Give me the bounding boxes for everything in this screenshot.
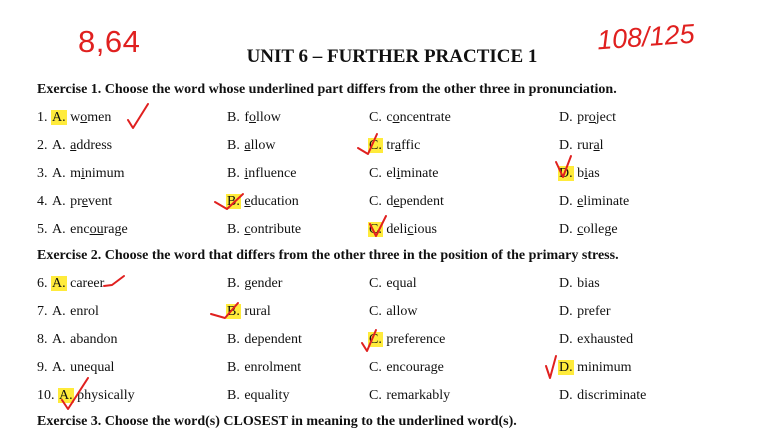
- answer-option: [558, 360, 632, 376]
- option-letter: D.: [559, 388, 573, 403]
- option-letter: D.: [559, 110, 573, 125]
- word-part: w: [70, 110, 81, 125]
- question-number: 1.: [37, 110, 48, 125]
- option-letter: D.: [559, 166, 573, 181]
- word-part: rage: [103, 222, 128, 237]
- question-number: 10.: [37, 388, 55, 403]
- option-word: unequal: [70, 360, 115, 375]
- question-number: 7.: [37, 304, 48, 319]
- option-word: rural: [244, 304, 271, 319]
- question-number: 5.: [37, 222, 48, 237]
- option-letter: D.: [559, 222, 573, 237]
- underlined-part: c: [577, 222, 584, 237]
- word-part: ducation: [250, 194, 299, 209]
- word-part: ddress: [76, 138, 113, 153]
- option-word: equal: [386, 276, 417, 291]
- option-letter: C.: [369, 388, 382, 403]
- page-title: UNIT 6 – FURTHER PRACTICE 1: [246, 46, 538, 67]
- answer-option: [558, 276, 600, 292]
- option-word: minimum: [577, 360, 632, 375]
- option-letter: A.: [52, 304, 66, 319]
- underlined-part: a: [244, 138, 251, 153]
- exercise-2-heading: Exercise 2. Choose the word that differs from the other three in the position of the primary stress.: [37, 248, 619, 263]
- answer-option: [558, 388, 646, 404]
- underlined-part: o: [80, 110, 88, 125]
- option-word: enrolment: [244, 360, 302, 375]
- answer-option: [226, 388, 289, 404]
- word-part: minate: [400, 166, 439, 181]
- answer-option: [226, 276, 282, 292]
- option-letter: D.: [559, 276, 573, 291]
- check-mark-icon: [104, 276, 124, 286]
- option-word: exhausted: [577, 332, 634, 347]
- word-part: pr: [70, 194, 82, 209]
- option-word: allow: [386, 304, 418, 319]
- answer-option: [37, 360, 114, 376]
- answer-option: [37, 166, 125, 182]
- option-word: abandon: [70, 332, 118, 347]
- exercise-1-heading: Exercise 1. Choose the word whose underlined part differs from the other three in pronunciation.: [37, 82, 617, 97]
- option-word: gender: [244, 276, 283, 291]
- word-part: c: [386, 110, 393, 125]
- word-part: llow: [256, 110, 281, 125]
- option-letter: B.: [227, 166, 240, 181]
- option-letter: A.: [59, 388, 73, 403]
- option-letter: D.: [559, 194, 573, 209]
- option-letter: C.: [369, 166, 382, 181]
- answer-option: [37, 110, 111, 126]
- word-part: ncentrate: [399, 110, 451, 125]
- option-letter: B.: [227, 194, 240, 209]
- underlined-part: i: [584, 166, 589, 181]
- option-letter: A.: [52, 276, 66, 291]
- option-word: encourage: [386, 360, 444, 375]
- word-part: b: [577, 166, 585, 181]
- answer-option: [368, 110, 451, 126]
- option-letter: C.: [369, 360, 382, 375]
- question-number: 3.: [37, 166, 48, 181]
- option-letter: D.: [559, 360, 573, 375]
- question-number: 8.: [37, 332, 48, 347]
- word-part: nfluence: [248, 166, 297, 181]
- word-part: ollege: [583, 222, 618, 237]
- option-word: prefer: [577, 304, 611, 319]
- option-word: career: [70, 276, 105, 291]
- option-letter: A.: [52, 166, 66, 181]
- question-number: 4.: [37, 194, 48, 209]
- underlined-part: o: [588, 110, 596, 125]
- answer-option: [558, 222, 618, 238]
- answer-option: [37, 304, 99, 320]
- answer-option: [558, 194, 629, 210]
- word-part: l: [599, 138, 604, 153]
- answer-option: [368, 388, 450, 404]
- answer-option: [226, 110, 281, 126]
- check-mark-icon: [546, 356, 556, 378]
- option-letter: C.: [369, 304, 382, 319]
- answer-option: [558, 304, 611, 320]
- option-word: enrol: [70, 304, 99, 319]
- option-letter: D.: [559, 138, 573, 153]
- option-letter: A.: [52, 332, 66, 347]
- option-letter: C.: [369, 194, 382, 209]
- question-number: 6.: [37, 276, 48, 291]
- answer-option: [558, 138, 604, 154]
- option-letter: B.: [227, 360, 240, 375]
- word-part: pr: [577, 110, 589, 125]
- option-word: preference: [386, 332, 446, 347]
- option-letter: A.: [52, 138, 66, 153]
- underlined-part: a: [593, 138, 600, 153]
- answer-option: [368, 138, 420, 154]
- underlined-part: a: [70, 138, 77, 153]
- option-word: dependent: [244, 332, 302, 347]
- option-letter: A.: [52, 110, 66, 125]
- answer-option: [226, 222, 301, 238]
- option-letter: A.: [52, 194, 66, 209]
- check-mark-icon: [128, 104, 148, 128]
- word-part: men: [87, 110, 112, 125]
- option-word: remarkably: [386, 388, 451, 403]
- option-letter: D.: [559, 304, 573, 319]
- underlined-part: e: [577, 194, 584, 209]
- underlined-part: i: [396, 166, 401, 181]
- word-part: ious: [413, 222, 437, 237]
- exercise-3-heading: Exercise 3. Choose the word(s) CLOSEST in meaning to the underlined word(s).: [37, 414, 517, 429]
- option-letter: D.: [559, 332, 573, 347]
- underlined-part: c: [407, 222, 414, 237]
- option-letter: C.: [369, 276, 382, 291]
- word-part: as: [588, 166, 600, 181]
- option-letter: A.: [52, 360, 66, 375]
- answer-option: [226, 166, 296, 182]
- answer-option: [226, 360, 301, 376]
- underlined-part: o: [392, 110, 400, 125]
- answer-option: [37, 388, 135, 404]
- option-letter: B.: [227, 276, 240, 291]
- word-part: f: [244, 110, 250, 125]
- option-word: equality: [244, 388, 290, 403]
- word-part: d: [386, 194, 394, 209]
- underlined-part: e: [393, 194, 400, 209]
- answer-option: [368, 222, 437, 238]
- answer-option: [37, 138, 112, 154]
- option-word: physically: [77, 388, 135, 403]
- word-part: llow: [250, 138, 276, 153]
- option-letter: A.: [52, 222, 66, 237]
- answer-option: [558, 332, 633, 348]
- option-word: discriminate: [577, 388, 647, 403]
- grade-score: 8,64: [78, 24, 141, 59]
- handwritten-note: 108/125: [596, 18, 696, 56]
- word-part: el: [386, 166, 397, 181]
- answer-option: [368, 360, 444, 376]
- underlined-part: e: [244, 194, 251, 209]
- answer-option: [37, 276, 104, 292]
- option-letter: C.: [369, 110, 382, 125]
- answer-option: [226, 304, 271, 320]
- word-part: rur: [577, 138, 594, 153]
- answer-option: [226, 138, 275, 154]
- option-letter: B.: [227, 110, 240, 125]
- answer-option: [226, 194, 299, 210]
- option-word: bias: [577, 276, 600, 291]
- option-letter: B.: [227, 222, 240, 237]
- answer-option: [37, 332, 118, 348]
- word-part: vent: [88, 194, 113, 209]
- answer-option: [368, 276, 417, 292]
- answer-option: [37, 222, 128, 238]
- word-part: m: [70, 166, 82, 181]
- option-letter: B.: [227, 388, 240, 403]
- answer-option: [558, 110, 616, 126]
- word-part: pendent: [399, 194, 444, 209]
- word-part: deli: [386, 222, 408, 237]
- word-part: ject: [595, 110, 617, 125]
- underlined-part: i: [244, 166, 249, 181]
- option-letter: B.: [227, 332, 240, 347]
- word-part: tr: [386, 138, 395, 153]
- option-letter: B.: [227, 138, 240, 153]
- option-letter: B.: [227, 304, 240, 319]
- answer-option: [368, 166, 438, 182]
- answer-option: [558, 166, 600, 182]
- answer-option: [37, 194, 112, 210]
- answer-option: [368, 332, 445, 348]
- underlined-part: i: [81, 166, 85, 181]
- word-part: ontribute: [250, 222, 302, 237]
- question-number: 9.: [37, 360, 48, 375]
- question-number: 2.: [37, 138, 48, 153]
- underlined-part: a: [394, 138, 402, 153]
- option-letter: C.: [369, 332, 382, 347]
- option-letter: C.: [369, 138, 382, 153]
- word-part: enc: [70, 222, 90, 237]
- answer-option: [368, 304, 417, 320]
- word-part: liminate: [583, 194, 630, 209]
- answer-option: [226, 332, 302, 348]
- underlined-part: o: [249, 110, 257, 125]
- answer-option: [368, 194, 444, 210]
- underlined-part: e: [81, 194, 89, 209]
- underlined-part: c: [244, 222, 251, 237]
- underlined-part: ou: [89, 222, 104, 237]
- word-part: ffic: [401, 138, 421, 153]
- word-part: nimum: [84, 166, 125, 181]
- option-letter: C.: [369, 222, 382, 237]
